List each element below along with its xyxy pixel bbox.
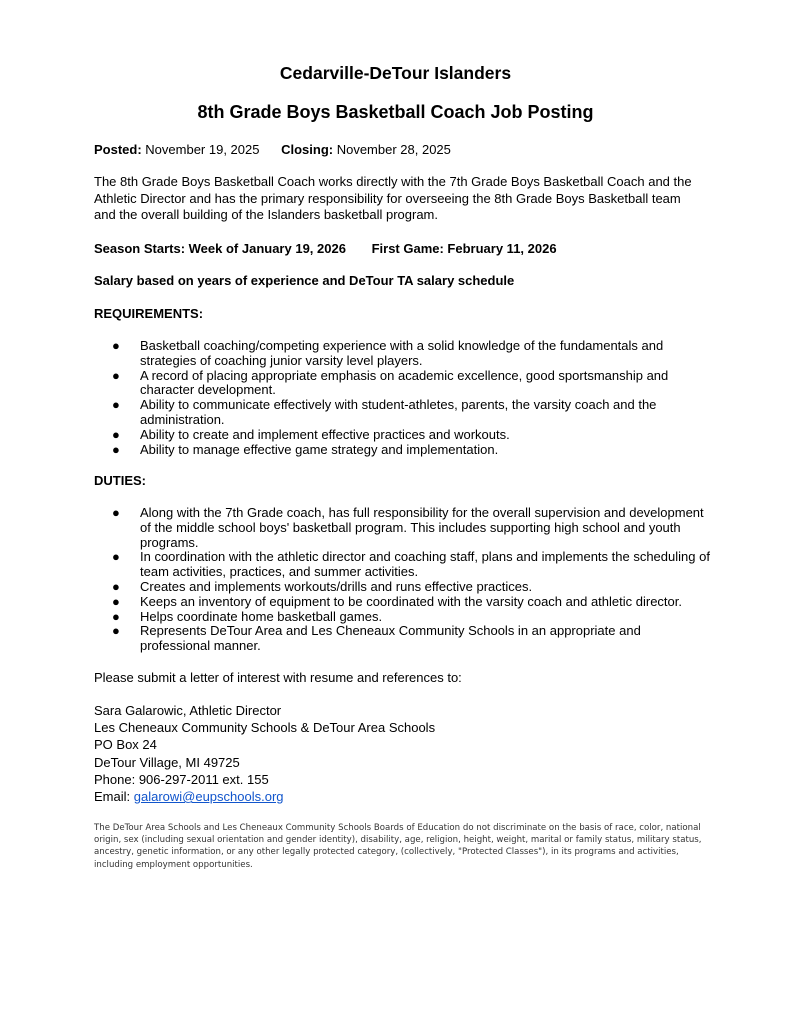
list-item: ● Represents DeTour Area and Les Cheneaux Community Schools in an appropriate and professional manner. bbox=[112, 623, 641, 654]
list-item: ● Helps coordinate home basketball games. bbox=[112, 608, 383, 624]
list-item: ● Ability to communicate effectively with student-athletes, parents, the varsity coach and the administration. bbox=[112, 397, 657, 427]
season-starts: Season Starts: Week of January 19, 2026 bbox=[94, 241, 346, 256]
org-title: Cedarville-DeTour Islanders bbox=[279, 63, 512, 83]
bullet-icon: ● bbox=[112, 367, 120, 383]
list-item: ● In coordination with the athletic director and coaching staff, plans and implements the scheduling of team activities, practices, and summer activities. bbox=[112, 549, 710, 580]
list-item: ● Ability to manage effective game strategy and implementation. bbox=[112, 441, 499, 457]
list-item: ● A record of placing appropriate emphasis on academic excellence, good sportsmanship and character development. bbox=[112, 367, 669, 398]
bullet-icon: ● bbox=[112, 441, 120, 457]
list-item: ● Ability to create and implement effective practices and workouts. bbox=[112, 426, 510, 442]
email-label: Email: bbox=[94, 789, 134, 805]
contact-email-line bbox=[94, 788, 435, 805]
submit-instructions: Please submit a letter of interest with resume and references to: bbox=[94, 670, 462, 685]
duties-heading: DUTIES: bbox=[94, 473, 146, 488]
contact-city: DeTour Village, MI 49725 bbox=[94, 754, 240, 770]
posted-label: Posted: bbox=[94, 142, 142, 157]
requirements-list bbox=[112, 339, 712, 457]
salary-line: Salary based on years of experience and DeTour TA salary schedule bbox=[94, 273, 515, 288]
closing-label: Closing: bbox=[281, 142, 334, 157]
bullet-icon: ● bbox=[112, 608, 120, 624]
contact-phone: Phone: 906-297-2011 ext. 155 bbox=[94, 771, 269, 787]
bullet-icon: ● bbox=[112, 426, 120, 442]
email-link[interactable]: galarowi@eupschools.org bbox=[133, 789, 284, 805]
intro-paragraph: The 8th Grade Boys Basketball Coach works directly with the 7th Grade Boys Basketball Coach and the Athletic Director and has the primary responsibility for overseeing the 8th Grade Boys Basketball team and the overall building of the Islanders basketball program. bbox=[94, 174, 692, 222]
bullet-icon: ● bbox=[112, 338, 120, 353]
bullet-icon: ● bbox=[112, 549, 120, 565]
posting-dates bbox=[94, 142, 451, 158]
requirements-heading: REQUIREMENTS: bbox=[94, 306, 204, 321]
page-title: 8th Grade Boys Basketball Coach Job Posting bbox=[197, 102, 594, 122]
bullet-icon: ● bbox=[112, 397, 120, 413]
bullet-icon: ● bbox=[112, 593, 120, 609]
contact-org: Les Cheneaux Community Schools & DeTour Area Schools bbox=[94, 720, 436, 736]
non-discrimination-notice: The DeTour Area Schools and Les Cheneaux Community Schools Boards of Education do not discriminate on the basis of race, color, national origin, sex (including sexual orientation and gender identity), disability, age, religion, height, weight, marital or family status, military status, ancestry, genetic information, or any other legally protected category, (collectively, "Protected Classes"), in its programs and activities, including employment opportunities. bbox=[94, 823, 702, 870]
first-game: First Game: February 11, 2026 bbox=[371, 241, 557, 256]
contact-po-box: PO Box 24 bbox=[94, 737, 157, 753]
bullet-icon: ● bbox=[112, 578, 120, 594]
list-item: ● Basketball coaching/competing experience with a solid knowledge of the fundamentals and strategies of coaching junior varsity level players. bbox=[112, 338, 664, 368]
season-line bbox=[94, 241, 557, 257]
bullet-icon: ● bbox=[112, 505, 120, 520]
list-item: ● Along with the 7th Grade coach, has full responsibility for the overall supervision and development of the middle school boys' basketball program. This includes supporting high school and youth programs. bbox=[112, 505, 704, 550]
list-item: ● Keeps an inventory of equipment to be coordinated with the varsity coach and athletic director. bbox=[112, 593, 682, 609]
duties-list bbox=[112, 506, 712, 654]
bullet-icon: ● bbox=[112, 623, 120, 639]
contact-name: Sara Galarowic, Athletic Director bbox=[94, 703, 282, 718]
list-item: ● Creates and implements workouts/drills and runs effective practices. bbox=[112, 578, 533, 594]
posted-value: November 19, 2025 bbox=[141, 142, 260, 157]
contact-block bbox=[94, 702, 435, 805]
closing-value: November 28, 2025 bbox=[333, 142, 451, 157]
